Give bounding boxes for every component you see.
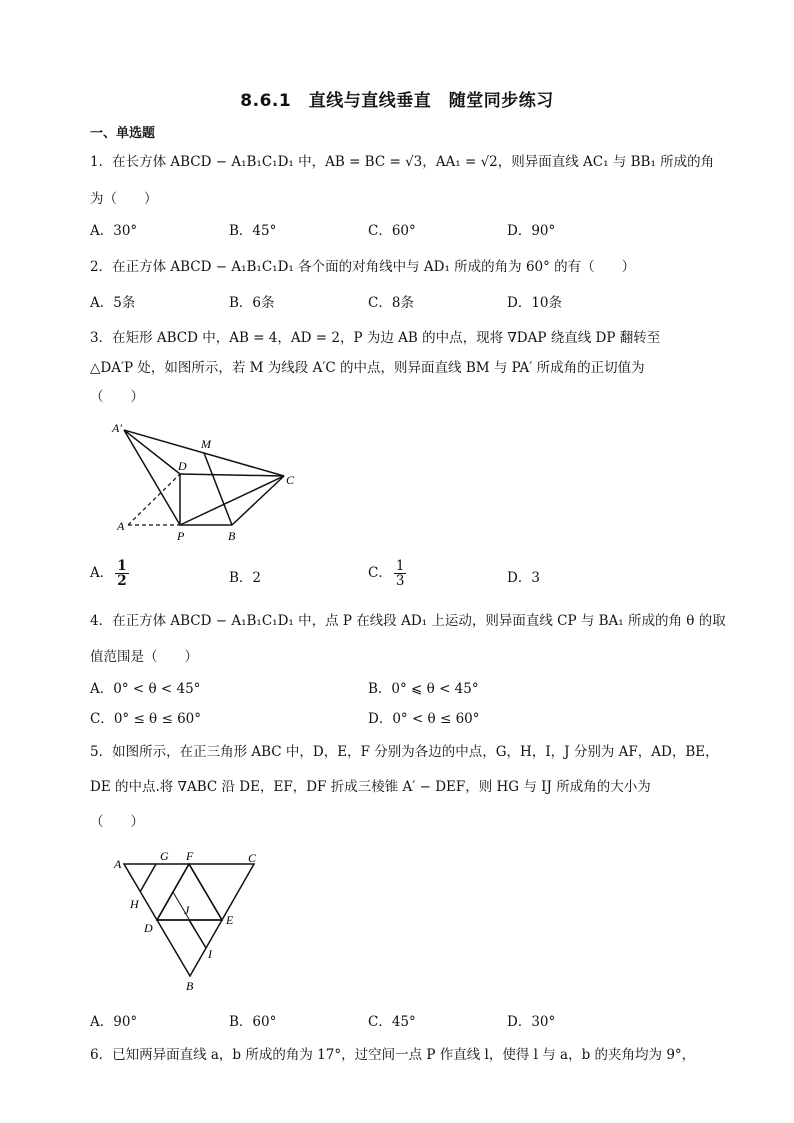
q3-edge-a1-d: [124, 430, 180, 474]
q4-option-c: C．0° ≤ θ ≤ 60°: [90, 711, 202, 727]
q5-figure: [108, 846, 268, 996]
q5-edge-ef: [189, 864, 222, 920]
q5-stem-line3: （ ）: [90, 814, 144, 830]
q1-stem-line1: 1．在长方体 ABCD − A₁B₁C₁D₁ 中，AB = BC = √3，AA₁ = √2，则异面直线 AC₁ 与 BB₁ 所成的角: [90, 154, 715, 170]
q3-a-denominator: 2: [117, 573, 127, 590]
q3-figure: [108, 416, 308, 546]
q1-option-d: D．90°: [507, 223, 556, 239]
q5-option-a: A．90°: [90, 1014, 138, 1030]
q5-label-c: C: [248, 851, 257, 865]
q4-stem-line1: 4．在正方体 ABCD − A₁B₁C₁D₁ 中，点 P 在线段 AD₁ 上运动，则异面直线 CP 与 BA₁ 所成的角 θ 的取: [90, 613, 726, 629]
q3-edge-b-c: [232, 476, 284, 525]
q5-option-d: D．30°: [507, 1014, 556, 1030]
q3-option-c: C． $\frac{1}{3}$: [368, 558, 405, 590]
q3-edge-p-c: [180, 476, 284, 525]
q1-option-b: B．45°: [229, 223, 277, 239]
q5-segment-gh: [140, 864, 156, 892]
q5-option-c: C．45°: [368, 1014, 416, 1030]
page-title: 8.6.1 直线与直线垂直 随堂同步练习: [240, 91, 554, 111]
q3-label-p: P: [177, 529, 185, 543]
q3-label-a-prime: A′: [112, 421, 122, 435]
q3-label-b: B: [228, 529, 236, 543]
q3-option-b: B．2: [229, 570, 262, 586]
q2-option-b: B．6条: [229, 295, 275, 311]
q3-stem-line2: △DA′P 处，如图所示，若 M 为线段 A′C 的中点，则异面直线 BM 与 PA′ 所成角的正切值为: [90, 360, 645, 376]
q3-stem-line3: （ ）: [90, 389, 144, 405]
q5-label-h: H: [130, 897, 139, 911]
q4-stem-line2: 值范围是（ ）: [90, 649, 198, 665]
q3-label-c: C: [286, 473, 295, 487]
q3-c-denominator: 3: [395, 573, 405, 590]
q3-c-numerator: 1: [395, 558, 405, 574]
q1-option-a: A．30°: [90, 223, 138, 239]
q2-option-a: A．5条: [90, 295, 136, 311]
q3-label-d: D: [178, 459, 187, 473]
q5-label-i: I: [208, 947, 212, 961]
q4-option-d: D．0° < θ ≤ 60°: [368, 711, 480, 727]
q6-stem-line1: 6．已知两异面直线 a，b 所成的角为 17°，过空间一点 P 作直线 l，使得 l 与 a，b 的夹角均为 9°，: [90, 1047, 696, 1063]
q2-stem-line1: 2．在正方体 ABCD − A₁B₁C₁D₁ 各个面的对角线中与 AD₁ 所成的角为 60° 的有（ ）: [90, 259, 636, 275]
q4-option-b: B．0° ⩽ θ < 45°: [368, 681, 479, 697]
q4-option-a: A．0° < θ < 45°: [90, 681, 201, 697]
q2-option-d: D．10条: [507, 295, 563, 311]
q5-stem-line1: 5．如图所示，在正三角形 ABC 中，D，E，F 分别为各边的中点，G，H，I，J 分别为 AF，AD，BE，: [90, 744, 719, 760]
q3-a-numerator: 1: [117, 558, 127, 574]
q5-label-d: D: [144, 921, 153, 935]
section-heading: 一、单选题: [90, 126, 156, 141]
q2-option-c: C．8条: [368, 295, 414, 311]
q3-label-m: M: [201, 437, 211, 451]
q5-label-g: G: [160, 849, 169, 863]
q3-option-d: D．3: [507, 570, 540, 586]
q5-label-f: F: [186, 849, 194, 863]
q1-option-c: C．60°: [368, 223, 416, 239]
q5-label-a: A: [114, 857, 122, 871]
q5-option-b: B．60°: [229, 1014, 277, 1030]
q5-medial-triangle: [157, 864, 222, 920]
q3-option-a: A． $\frac{1}{2}$: [90, 558, 127, 590]
q5-label-e: E: [226, 913, 234, 927]
q1-stem-line2: 为（ ）: [90, 191, 158, 207]
q3-edge-m-b: [204, 453, 232, 525]
q3-label-a: A: [117, 519, 125, 533]
q5-label-b: B: [186, 979, 194, 993]
q3-edge-d-c: [180, 474, 284, 476]
q3-stem-line1: 3．在矩形 ABCD 中，AB = 4，AD = 2，P 为边 AB 的中点，现将 ∇DAP 绕直线 DP 翻转至: [90, 330, 661, 346]
q5-stem-line2: DE 的中点.将 ∇ABC 沿 DE，EF，DF 折成三棱锥 A′ − DEF，则 HG 与 IJ 所成角的大小为: [90, 779, 651, 795]
q5-label-j: J: [184, 903, 190, 917]
